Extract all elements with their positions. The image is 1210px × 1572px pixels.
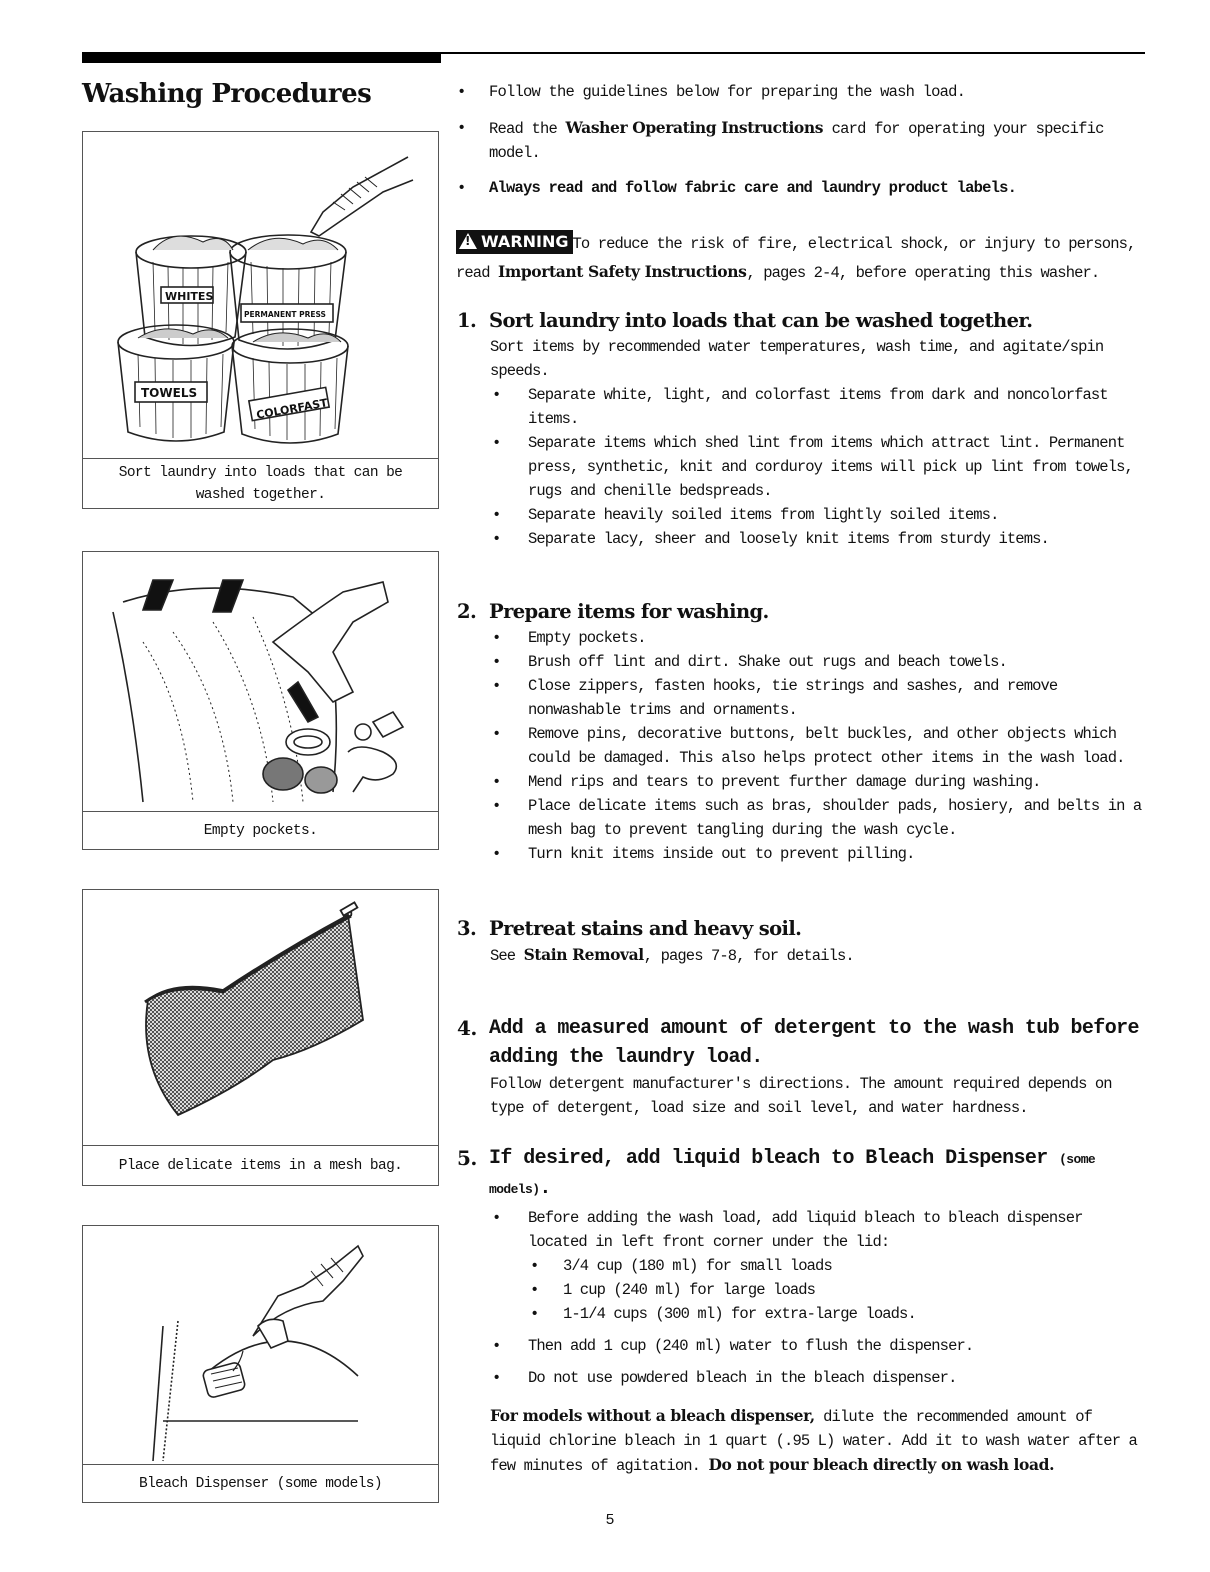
step-3	[457, 914, 1149, 968]
warning-block: !WARNING To reduce the risk of fire, electrical shock, or injury to persons, read Important Safety Instructions, pages 2-4, before operating this washer.	[456, 230, 1150, 287]
figure-mesh-bag	[82, 889, 439, 1186]
list-item: • Remove pins, decorative buttons, belt buckles, and other objects which could be damaged. This also helps protect other items in the wash load.	[490, 722, 1149, 770]
step-heading: 2. Prepare items for washing.	[457, 600, 769, 623]
step-1	[457, 306, 1149, 551]
list-item: • Do not use powdered bleach in the bleach dispenser.	[490, 1366, 1149, 1390]
figure-caption: Sort laundry into loads that can be washed together.	[83, 458, 438, 508]
bleach-note: For models without a bleach dispenser, dilute the recommended amount of liquid chlorine bleach in 1 quart (.95 L) water. Add it to wash water after a few minutes of agitation. Do not pour bleach directly on wash load.	[490, 1406, 1137, 1475]
empty-pockets-illustration	[83, 552, 438, 814]
mesh-bag-illustration	[83, 890, 438, 1148]
figure-sort-laundry	[82, 131, 439, 509]
list-item: • Close zippers, fasten hooks, tie strings and sashes, and remove nonwashable trims and ornaments.	[490, 674, 1149, 722]
figure-caption: Place delicate items in a mesh bag.	[83, 1145, 438, 1185]
intro-bullet-bold: • Always read and follow fabric care and laundry product labels.	[457, 179, 1017, 197]
list-item: • 1-1/4 cups (300 ml) for extra-large loads.	[528, 1302, 1149, 1326]
step-5	[457, 1144, 1149, 1478]
list-item: • Then add 1 cup (240 ml) water to flush the dispenser.	[490, 1334, 1149, 1358]
intro-bullet: • Read the Washer Operating Instructions card for operating your specific model.	[457, 118, 1104, 162]
header-thick-rule	[82, 52, 441, 63]
step-heading: 5. If desired, add liquid bleach to Bleach Dispenser (some models).	[457, 1146, 1096, 1200]
list-item: • Separate items which shed lint from items which attract lint. Permanent press, synthetic, knit and corduroy items will pick up lint from towels, rugs and chenille bedspreads.	[490, 431, 1149, 503]
list-item: • Separate heavily soiled items from lightly soiled items.	[490, 503, 1149, 527]
step-body: See Stain Removal, pages 7-8, for details.	[490, 945, 854, 965]
list-item: • Brush off lint and dirt. Shake out rugs and beach towels.	[490, 650, 1149, 674]
laundry-baskets-illustration	[83, 132, 438, 458]
step-4	[457, 1014, 1149, 1120]
list-item: • Before adding the wash load, add liquid bleach to bleach dispenser located in left front corner under the lid:	[490, 1206, 1149, 1254]
figure-caption: Bleach Dispenser (some models)	[83, 1464, 438, 1502]
step-heading: 1. Sort laundry into loads that can be washed together.	[457, 309, 1033, 332]
bleach-dispenser-illustration	[83, 1226, 438, 1464]
list-item: • 3/4 cup (180 ml) for small loads	[528, 1254, 1149, 1278]
step-heading: 4. Add a measured amount of detergent to the wash tub before adding the laundry load.	[457, 1016, 1139, 1069]
list-item: • Mend rips and tears to prevent further damage during washing.	[490, 770, 1149, 794]
basket-label-whites: WHITES	[165, 290, 214, 303]
list-item: • 1 cup (240 ml) for large loads	[528, 1278, 1149, 1302]
list-item: • Place delicate items such as bras, shoulder pads, hosiery, and belts in a mesh bag to prevent tangling during the wash cycle.	[490, 794, 1149, 842]
basket-label-permanent-press: PERMANENT PRESS	[244, 310, 326, 319]
figure-empty-pockets	[82, 551, 439, 850]
intro-bullet: • Follow the guidelines below for preparing the wash load.	[457, 83, 966, 101]
list-item: • Separate white, light, and colorfast items from dark and noncolorfast items.	[490, 383, 1149, 431]
step-body: Follow detergent manufacturer's directions. The amount required depends on type of detergent, load size and soil level, and water hardness.	[490, 1075, 1112, 1117]
step-2	[457, 597, 1149, 866]
list-item: • Empty pockets.	[490, 626, 1149, 650]
list-item: • Separate lacy, sheer and loosely knit items from sturdy items.	[490, 527, 1149, 551]
page-title: Washing Procedures	[82, 79, 372, 109]
warning-triangle-icon	[459, 233, 477, 249]
basket-label-colorfast: COLORFAST	[255, 396, 329, 422]
warning-badge: !WARNING	[456, 230, 573, 254]
page-number: 5	[605, 1512, 615, 1529]
step-heading: 3. Pretreat stains and heavy soil.	[457, 917, 802, 940]
header-thin-rule	[441, 52, 1145, 54]
basket-label-towels: TOWELS	[141, 386, 198, 400]
figure-caption: Empty pockets.	[83, 811, 438, 849]
step-body: Sort items by recommended water temperatures, wash time, and agitate/spin speeds.	[490, 338, 1104, 380]
list-item: • Turn knit items inside out to prevent pilling.	[490, 842, 1149, 866]
figure-bleach-dispenser	[82, 1225, 439, 1503]
